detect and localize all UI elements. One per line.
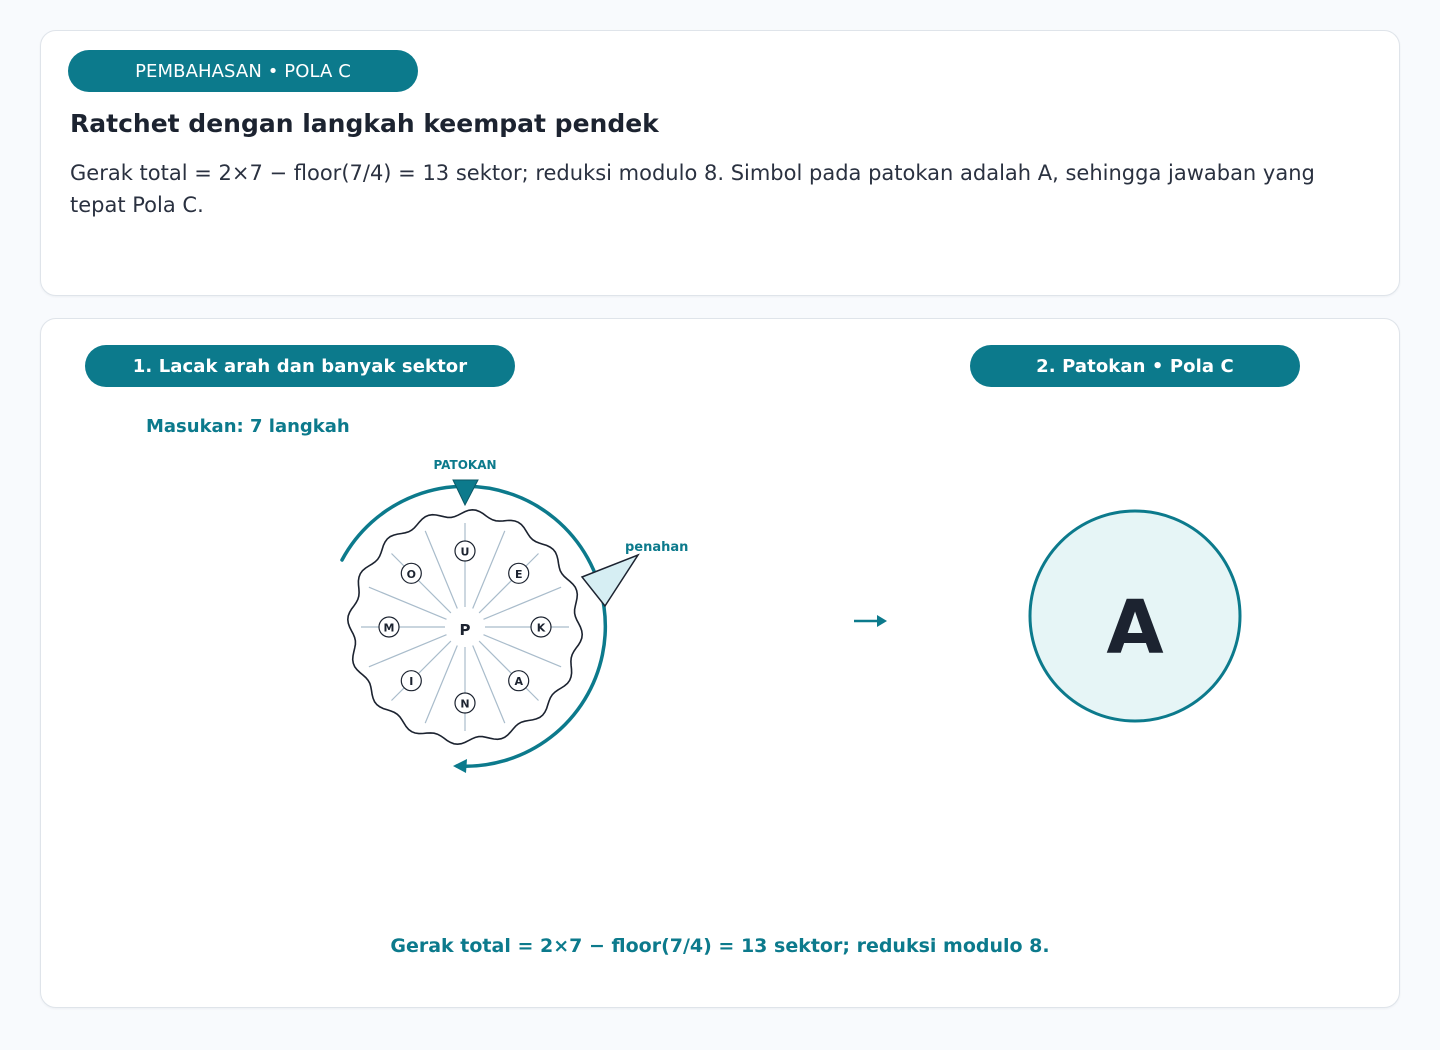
explanation-title: Ratchet dengan langkah keempat pendek — [70, 109, 659, 138]
svg-text:N: N — [460, 697, 470, 711]
marker-triangle — [453, 480, 478, 505]
svg-text:E: E — [514, 567, 523, 581]
section-badge: PEMBAHASAN • POLA C — [68, 50, 418, 92]
input-label: Masukan: 7 langkah — [146, 416, 350, 437]
rotation-arrowhead — [453, 759, 467, 773]
step1-label: 1. Lacak arah dan banyak sektor — [85, 345, 515, 387]
svg-text:O: O — [406, 567, 416, 581]
explanation-card — [40, 30, 1400, 296]
diagram-card — [40, 318, 1400, 1008]
pawl-label: penahan — [625, 540, 689, 555]
step2-label: 2. Patokan • Pola C — [970, 345, 1300, 387]
sector-label-o — [401, 563, 421, 583]
flow-arrowhead — [877, 615, 887, 627]
svg-text:I: I — [409, 675, 414, 689]
sector-label-i — [401, 671, 421, 691]
ratchet-diagram — [41, 319, 1399, 1007]
sector-label-k — [531, 617, 551, 637]
svg-text:K: K — [536, 621, 546, 635]
footer-note: Gerak total = 2×7 − floor(7/4) = 13 sektor; reduksi modulo 8. — [390, 935, 1050, 957]
center-symbol: P — [459, 621, 471, 639]
sector-label-n — [455, 693, 475, 713]
marker-label: PATOKAN — [433, 458, 497, 472]
sector-label-a — [509, 671, 529, 691]
sector-label-m — [379, 617, 399, 637]
sector-label-e — [509, 563, 529, 583]
result-symbol: A — [1106, 585, 1164, 671]
svg-text:U: U — [460, 545, 470, 559]
svg-text:A: A — [514, 675, 523, 689]
explanation-text: Gerak total = 2×7 − floor(7/4) = 13 sektor; reduksi modulo 8. Simbol pada patokan adalah A, sehingga jawaban yang tepat Pola C. — [70, 161, 1315, 217]
svg-text:M: M — [383, 621, 395, 635]
sector-label-u — [455, 541, 475, 561]
